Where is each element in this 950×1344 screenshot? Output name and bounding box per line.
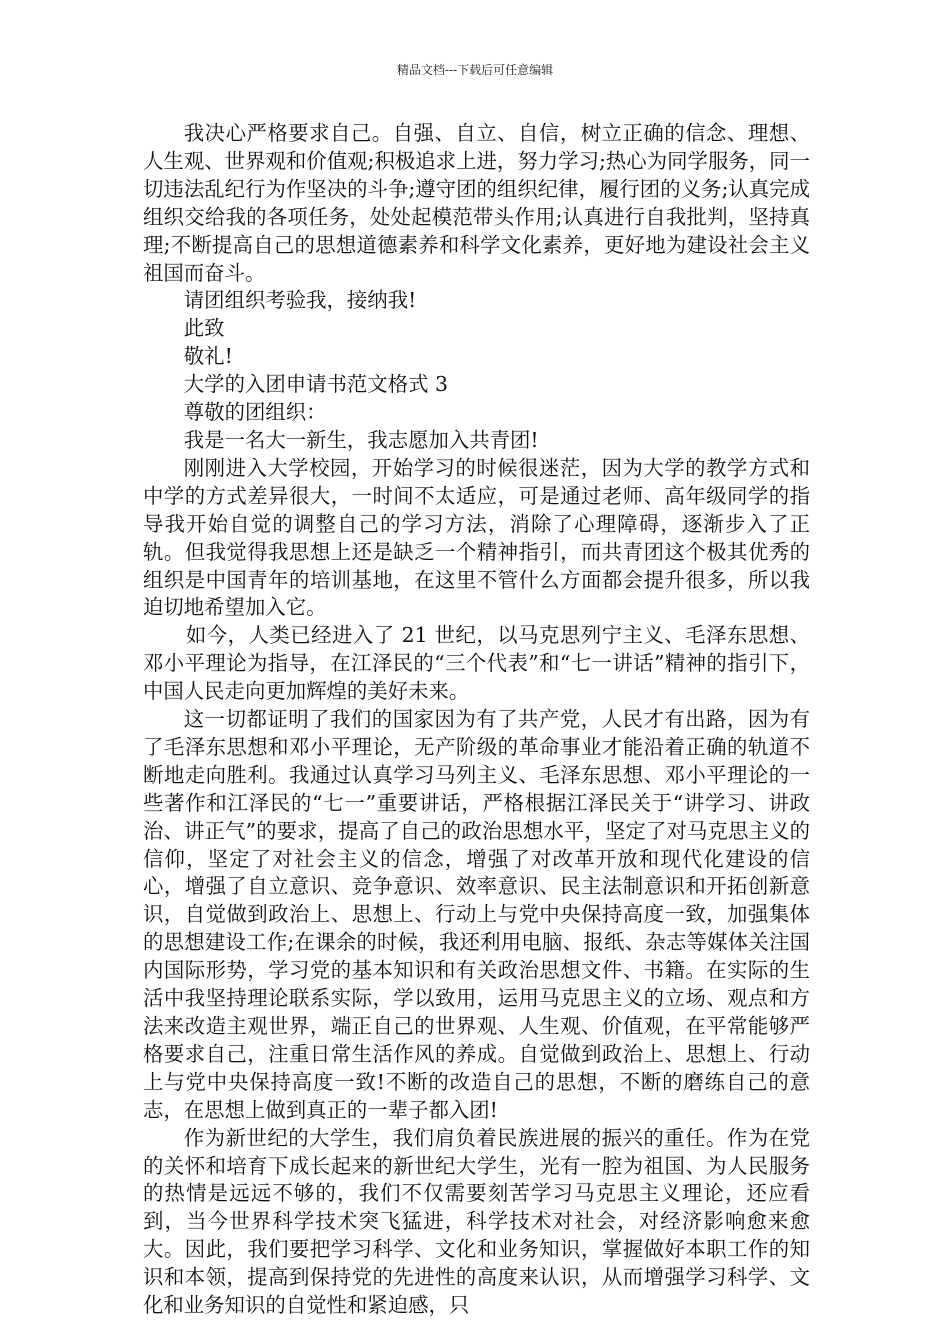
paragraph-greeting: 尊敬的团组织： xyxy=(183,400,327,425)
paragraph-resolve: 我决心严格要求自己。自强、自立、自信，树立正确的信念、理想、人生观、世界观和价值观;积极追求上进，努力学习;热心为同学服务，同一切违法乱纪行为作坚决的斗争;遵守团的组织纪律，履行团的义务;认真完成组织交给我的各项任务，处处起模范带头作用;认真进行自我批判，坚持真理;不断提高自己的思想道德素养和科学文化素养，更好地为建设社会主义祖国而奋斗。 xyxy=(143,121,810,285)
section-heading: 大学的入团申请书范文格式 3 xyxy=(183,372,448,397)
paragraph-new-century: 作为新世纪的大学生，我们肩负着民族进展的振兴的重任。作为在党的关怀和培育下成长起来的新世纪大学生，光有一腔为祖国、为人民服务的热情是远远不够的，我们不仅需要刻苦学习马克思主义理论，还应看到，当今世界科学技术突飞猛进，科学技术对社会，对经济影响愈来愈大。因此，我们要把学习科学、文化和业务知识，掌握做好本职工作的知识和本领，提高到保持党的先进性的高度来认识，从而增强学习科学、文化和业务知识的自觉性和紧迫感，只 xyxy=(143,1125,810,1318)
paragraph-salutation: 此致 xyxy=(183,316,225,341)
paragraph-century: 如今，人类已经进入了 21 世纪，以马克思列宁主义、毛泽东思想、邓小平理论为指导，在江泽民的“三个代表”和“七一讲话”精神的指引下，中国人民走向更加辉煌的美好未来。 xyxy=(143,623,810,704)
paragraph-request: 请团组织考验我，接纳我! xyxy=(183,288,417,313)
paragraph-proof: 这一切都证明了我们的国家因为有了共产党，人民才有出路，因为有了毛泽东思想和邓小平理论，无产阶级的革命事业才能沿着正确的轨道不断地走向胜利。我通过认真学习马列主义、毛泽东思想、邓小平理论的一些著作和江泽民的“七一”重要讲话，严格根据江泽民关于“讲学习、讲政治、讲正气”的要求，提高了自己的政治思想水平，坚定了对马克思主义的信仰，坚定了对社会主义的信念，增强了对改革开放和现代化建设的信心，增强了自立意识、竞争意识、效率意识、民主法制意识和开拓创新意识，自觉做到政治上、思想上、行动上与党中央保持高度一致，加强集体的思想建设工作;在课余的时候，我还利用电脑、报纸、杂志等媒体关注国内国际形势，学习党的基本知识和有关政治思想文件、书籍。在实际的生活中我坚持理论联系实际，学以致用，运用马克思主义的立场、观点和方法来改造主观世界，端正自己的世界观、人生观、价值观，在平常能够严格要求自己，注重日常生活作风的养成。自觉做到政治上、思想上、行动上与党中央保持高度一致!不断的改造自己的思想，不断的磨练自己的意志，在思想上做到真正的一辈子都入团! xyxy=(143,707,810,1122)
paragraph-regards: 敬礼! xyxy=(183,344,233,369)
paragraph-intro: 我是一名大一新生，我志愿加入共青团! xyxy=(183,427,539,452)
page-header: 精品文档---下载后可任意编辑 xyxy=(396,63,554,77)
paragraph-campus: 刚刚进入大学校园，开始学习的时候很迷茫，因为大学的教学方式和中学的方式差异很大，一时间不太适应，可是通过老师、高年级同学的指导我开始自觉的调整自己的学习方法，消除了心理障碍，逐渐步入了正轨。但我觉得我思想上还是缺乏一个精神指引，而共青团这个极其优秀的组织是中国青年的培训基地，在这里不管什么方面都会提升很多，所以我迫切地希望加入它。 xyxy=(143,455,810,620)
document-body xyxy=(143,120,810,1320)
